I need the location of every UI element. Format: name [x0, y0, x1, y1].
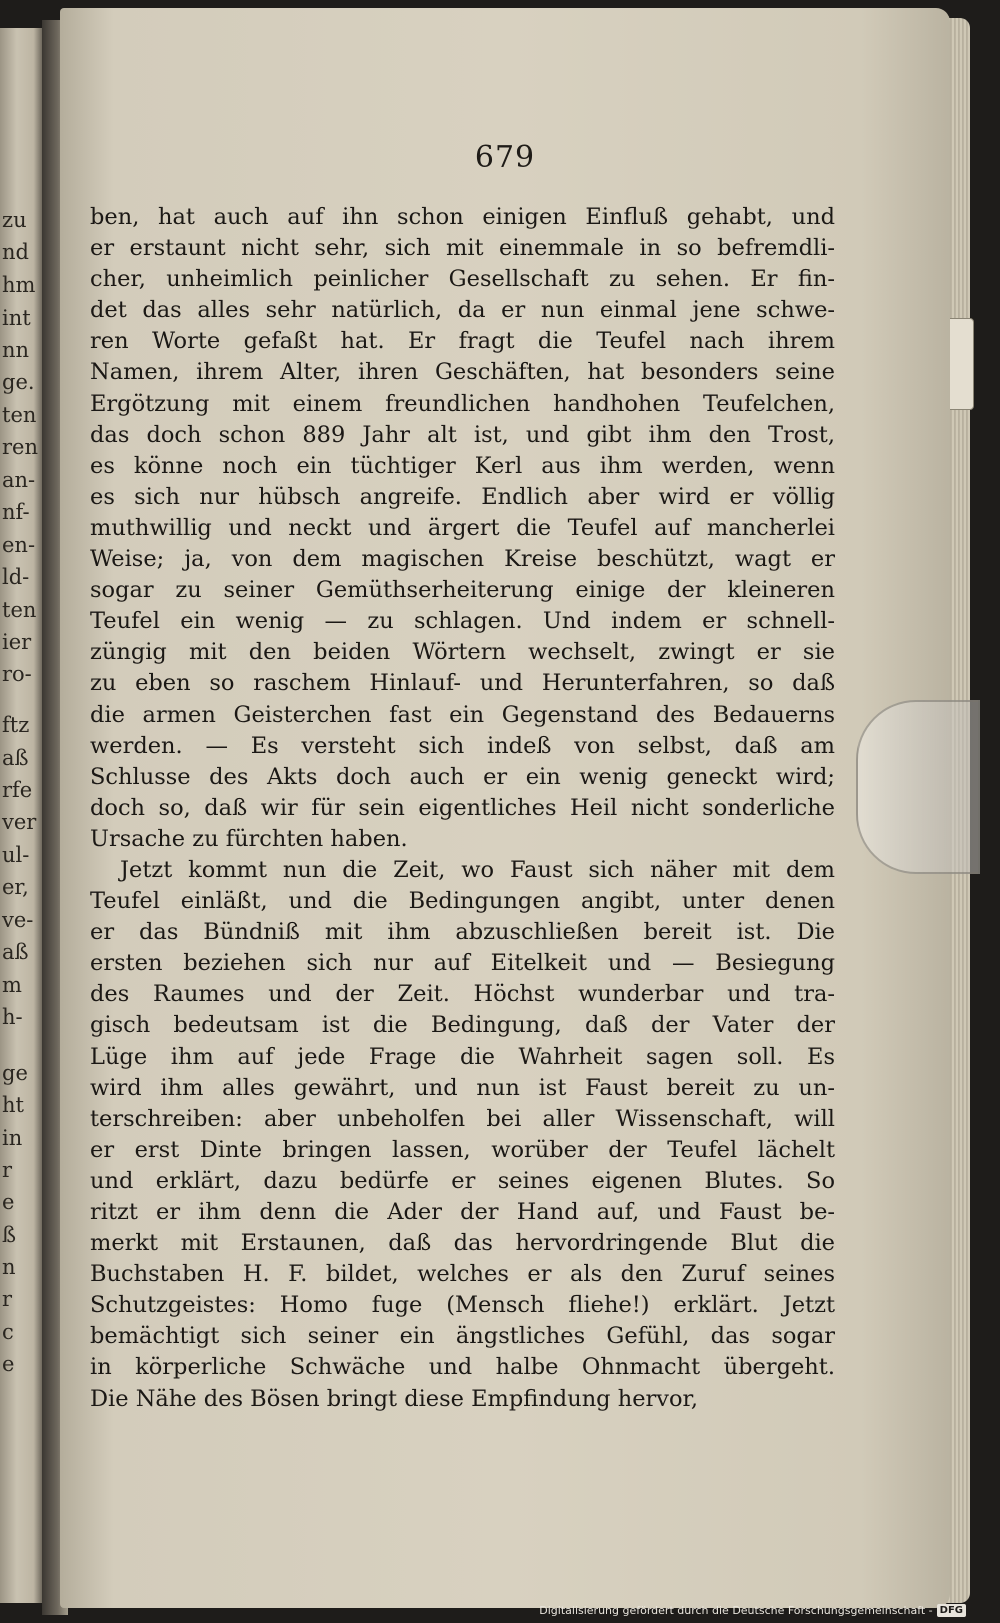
- left-page-fragment: an-: [2, 468, 36, 492]
- left-page-fragment: ve-: [2, 908, 34, 932]
- left-page-fragment: ten: [2, 403, 37, 427]
- text-line: ren Worte gefaßt hat. Er fragt die Teufel nach ihrem: [90, 328, 835, 355]
- left-page-fragment: zu: [2, 208, 27, 232]
- text-line: werden. — Es versteht sich indeß von selbst, daß am: [90, 732, 835, 759]
- left-page-fragment: m: [2, 973, 22, 997]
- left-page-fragment: er,: [2, 875, 29, 899]
- text-line: Ursache zu fürchten haben.: [90, 825, 408, 852]
- left-page-fragment: ht: [2, 1093, 24, 1117]
- text-line: merkt mit Erstaunen, daß das hervordringende Blut die: [90, 1230, 835, 1257]
- text-line: Jetzt kommt nun die Zeit, wo Faust sich näher mit dem: [120, 856, 835, 883]
- text-line: Lüge ihm auf jede Frage die Wahrheit sagen soll. Es: [90, 1043, 835, 1070]
- credit-text: Digitalisierung gefördert durch die Deutsche Forschungsgemeinschaft -: [539, 1603, 933, 1617]
- text-line: zu eben so raschem Hinlauf- und Herunterfahren, so daß: [90, 670, 835, 697]
- text-line: Teufel ein wenig — zu schlagen. Und indem er schnell-: [90, 608, 835, 635]
- text-line: es sich nur hübsch angreife. Endlich aber wird er völlig: [90, 483, 835, 510]
- body-text: [90, 202, 835, 1415]
- text-line: Weise; ja, von dem magischen Kreise beschützt, wagt er: [90, 546, 835, 573]
- text-line: Schlusse des Akts doch auch er ein wenig geneckt wird;: [90, 763, 835, 790]
- text-line: Ergötzung mit einem freundlichen handhohen Teufelchen,: [90, 390, 835, 417]
- text-line: züngig mit den beiden Wörtern wechselt, zwingt er sie: [90, 639, 835, 666]
- text-line: ritzt er ihm denn die Ader der Hand auf, und Faust be-: [90, 1199, 835, 1225]
- page-number: 679: [474, 140, 536, 175]
- left-page-fragment: ren: [2, 435, 38, 459]
- text-line: das doch schon 889 Jahr alt ist, und gibt ihm den Trost,: [90, 421, 835, 448]
- left-page-fragment: rfe: [2, 778, 33, 802]
- page-clip: [856, 700, 980, 874]
- left-page-fragment: r: [2, 1287, 13, 1311]
- text-line: ersten beziehen sich nur auf Eitelkeit und — Besiegung: [90, 950, 835, 977]
- text-line: in körperliche Schwäche und halbe Ohnmacht übergeht.: [90, 1354, 835, 1381]
- left-page-fragment: ver: [2, 810, 37, 834]
- text-line: und erklärt, dazu bedürfe er seines eigenen Blutes. So: [90, 1167, 835, 1194]
- text-line: er erst Dinte bringen lassen, worüber der Teufel lächelt: [90, 1136, 835, 1163]
- dfg-logo: DFG: [937, 1604, 966, 1617]
- left-page-fragment: int: [2, 306, 31, 330]
- left-page-fragment: hm: [2, 273, 36, 297]
- text-line: det das alles sehr natürlich, da er nun einmal jene schwe-: [90, 297, 835, 324]
- left-page-fragment: c: [2, 1320, 14, 1344]
- left-page-fragment: h-: [2, 1005, 23, 1029]
- text-line: cher, unheimlich peinlicher Gesellschaft zu sehen. Er fin-: [90, 266, 835, 293]
- text-line: Schutzgeistes: Homo fuge (Mensch fliehe!) erklärt. Jetzt: [90, 1292, 835, 1319]
- left-page-fragment: ier: [2, 630, 32, 654]
- left-page-fragment: ge: [2, 1061, 28, 1085]
- left-page-fragment: ftz: [2, 713, 30, 737]
- left-page-fragment: aß: [2, 940, 29, 964]
- text-line: sogar zu seiner Gemüthserheiterung einige der kleineren: [90, 577, 835, 604]
- left-page-fragment: nn: [2, 338, 30, 362]
- left-page-fragment: en-: [2, 533, 36, 557]
- left-page-fragment: ro-: [2, 662, 32, 686]
- left-page-fragment: nf-: [2, 500, 30, 524]
- left-page-fragment: ß: [2, 1223, 17, 1247]
- left-page-fragment: ld-: [2, 565, 30, 589]
- text-line: bemächtigt sich seiner ein ängstliches Gefühl, das sogar: [90, 1323, 835, 1350]
- text-line: die armen Geisterchen fast ein Gegenstand des Bedauerns: [90, 701, 835, 728]
- right-page: [60, 8, 950, 1608]
- left-page-fragment: aß: [2, 746, 29, 770]
- left-page-fragment: e: [2, 1352, 15, 1376]
- text-line: er erstaunt nicht sehr, sich mit einemmale in so befremdli-: [90, 235, 835, 262]
- text-line: muthwillig und neckt und ärgert die Teufel auf mancherlei: [90, 514, 835, 541]
- text-line: er das Bündniß mit ihm abzuschließen bereit ist. Die: [90, 919, 835, 946]
- left-page-fragment: ten: [2, 598, 37, 622]
- left-page-fragment: nd: [2, 240, 29, 264]
- left-page-fragment: e: [2, 1190, 15, 1214]
- left-page-fragment: ul-: [2, 843, 30, 867]
- left-page-fragment: n: [2, 1255, 16, 1279]
- left-page-fragment: r: [2, 1158, 13, 1182]
- text-line: Buchstaben H. F. bildet, welches er als den Zuruf seines: [90, 1261, 835, 1288]
- text-line: wird ihm alles gewährt, und nun ist Faust bereit zu un-: [90, 1074, 835, 1101]
- text-line: ben, hat auch auf ihn schon einigen Einfluß gehabt, und: [90, 204, 835, 230]
- left-page-fragment: in: [2, 1126, 23, 1150]
- digitization-credit: [539, 1601, 966, 1619]
- text-line: terschreiben: aber unbeholfen bei aller Wissenschaft, will: [90, 1105, 835, 1132]
- text-line: Namen, ihrem Alter, ihren Geschäften, hat besonders seine: [90, 359, 835, 386]
- text-line: Die Nähe des Bösen bringt diese Empfindung hervor,: [90, 1385, 698, 1412]
- text-line: des Raumes und der Zeit. Höchst wunderbar und tra-: [90, 981, 835, 1008]
- text-line: es könne noch ein tüchtiger Kerl aus ihm werden, wenn: [90, 452, 835, 479]
- left-page-fragment: ge.: [2, 370, 35, 394]
- text-line: gisch bedeutsam ist die Bedingung, daß der Vater der: [90, 1012, 835, 1039]
- left-facing-page: [0, 28, 42, 1603]
- text-line: doch so, daß wir für sein eigentliches Heil nicht sonderliche: [90, 794, 835, 821]
- text-line: Teufel einläßt, und die Bedingungen angibt, unter denen: [90, 888, 835, 915]
